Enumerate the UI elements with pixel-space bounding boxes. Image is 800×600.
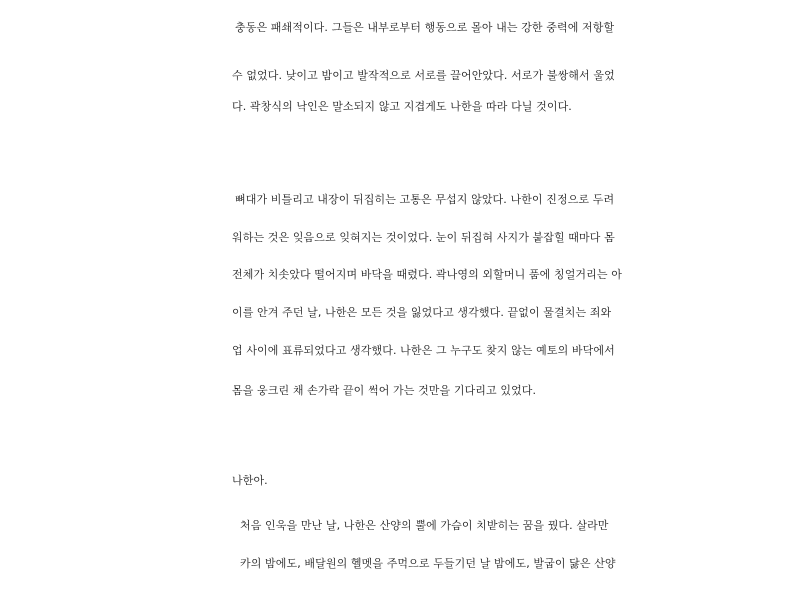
body-text-line: 충동은 패쇄적이다. 그들은 내부로부터 행동으로 몰아 내는 강한 중력에 저항할 [235, 21, 615, 34]
body-text-line: 전체가 치솟았다 떨어지며 바닥을 때렸다. 곽나영의 외할머니 품에 칭얼거리는 아 [232, 268, 622, 281]
body-text-line: 카의 밤에도, 배달원의 헬멧을 주먹으로 두들기던 날 밤에도, 발굽이 닳은 산양 [240, 557, 616, 570]
body-text-line: 이를 안겨 주던 날, 나한은 모든 것을 잃었다고 생각했다. 끝없이 물결치는 죄와 [232, 306, 612, 319]
body-text-line: 다. 곽창식의 낙인은 말소되지 않고 지겹게도 나한을 따라 다닐 것이다. [232, 100, 572, 113]
body-text-line: 수 없었다. 낮이고 밤이고 발작적으로 서로를 끌어안았다. 서로가 불쌍해서 울었 [232, 69, 615, 82]
body-text-line: 워하는 것은 잊음으로 잊혀지는 것이었다. 눈이 뒤집혀 사지가 붙잡힐 때마다 몸 [232, 231, 615, 244]
body-text-line: 업 사이에 표류되었다고 생각했다. 나한은 그 누구도 찾지 않는 예토의 바닥에서 [232, 344, 615, 357]
body-text-line: 몸을 웅크린 채 손가락 끝이 썩어 가는 것만을 기다리고 있었다. [232, 384, 537, 397]
body-text-line: 처음 인욱을 만난 날, 나한은 산양의 뿔에 가슴이 치받히는 꿈을 꿨다. 살라만 [240, 519, 609, 532]
body-text-line: 뼈대가 비틀리고 내장이 뒤집히는 고통은 무섭지 않았다. 나한이 진정으로 두려 [235, 193, 615, 206]
body-text-line: 나한아. [232, 474, 268, 487]
